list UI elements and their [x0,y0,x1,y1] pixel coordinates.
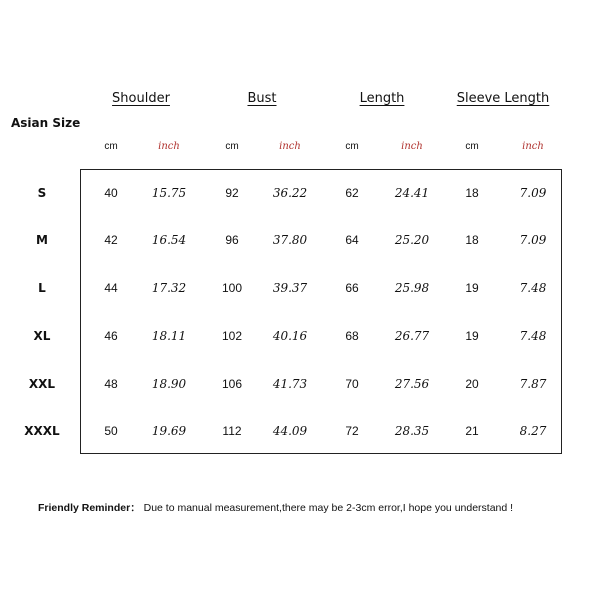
cm-value-cell: 40 [104,186,118,200]
inch-value-cell: 40.16 [272,329,308,343]
unit-cm-label: cm [104,141,118,152]
inch-value-cell: 37.80 [272,233,308,247]
inch-value-cell: 8.27 [519,424,547,438]
cm-value-cell: 19 [465,281,479,295]
unit-inch-label: inch [279,141,301,152]
cm-value-cell: 106 [221,377,243,391]
cm-value-cell: 50 [104,424,118,438]
cm-value-cell: 19 [465,329,479,343]
size-label: XXXL [24,424,60,438]
cm-value-cell: 112 [222,424,242,438]
cm-value-cell: 18 [465,186,479,200]
inch-value-cell: 7.09 [519,186,547,200]
inch-value-cell: 15.75 [151,186,187,200]
cm-value-cell: 48 [104,377,118,391]
cm-value-cell: 66 [345,281,359,295]
cm-value-cell: 62 [345,186,359,200]
header-bust: Bust [247,91,277,106]
asian-size-label: Asian Size [11,116,81,130]
inch-value-cell: 7.87 [519,377,547,391]
reminder-label: Friendly Reminder： [38,502,141,514]
cm-value-cell: 21 [465,424,479,438]
cm-value-cell: 102 [221,329,243,343]
inch-value-cell: 27.56 [394,377,430,391]
size-label: S [37,186,47,200]
inch-value-cell: 44.09 [272,424,308,438]
inch-value-cell: 18.11 [151,329,187,343]
header-length: Length [359,91,405,106]
cm-value-cell: 46 [104,329,118,343]
inch-value-cell: 26.77 [394,329,430,343]
size-label: M [36,233,48,247]
inch-value-cell: 36.22 [272,186,308,200]
cm-value-cell: 68 [345,329,359,343]
cm-value-cell: 64 [345,233,359,247]
size-label: XL [33,329,51,343]
inch-value-cell: 24.41 [394,186,430,200]
table-frame [80,169,562,454]
inch-value-cell: 7.48 [519,329,547,343]
size-label: XXL [28,377,56,391]
inch-value-cell: 25.20 [394,233,430,247]
cm-value-cell: 96 [225,233,239,247]
unit-cm-label: cm [345,141,359,152]
inch-value-cell: 7.48 [519,281,547,295]
inch-value-cell: 17.32 [151,281,187,295]
unit-inch-label: inch [522,141,544,152]
cm-value-cell: 42 [104,233,118,247]
friendly-reminder [38,500,513,515]
inch-value-cell: 39.37 [272,281,308,295]
inch-value-cell: 25.98 [394,281,430,295]
inch-value-cell: 19.69 [151,424,187,438]
cm-value-cell: 18 [465,233,479,247]
reminder-text: Due to manual measurement,there may be 2-3cm error,I hope you understand ! [140,502,514,514]
unit-inch-label: inch [401,141,423,152]
unit-inch-label: inch [158,141,180,152]
cm-value-cell: 44 [104,281,118,295]
cm-value-cell: 100 [221,281,243,295]
size-label: L [38,281,46,295]
inch-value-cell: 18.90 [151,377,187,391]
cm-value-cell: 72 [345,424,359,438]
unit-cm-label: cm [465,141,479,152]
header-sleeve-length: Sleeve Length [456,91,550,106]
cm-value-cell: 92 [225,186,239,200]
unit-cm-label: cm [225,141,239,152]
cm-value-cell: 20 [465,377,479,391]
inch-value-cell: 41.73 [272,377,308,391]
inch-value-cell: 16.54 [151,233,187,247]
cm-value-cell: 70 [345,377,359,391]
inch-value-cell: 28.35 [394,424,430,438]
header-shoulder: Shoulder [112,91,170,106]
inch-value-cell: 7.09 [519,233,547,247]
